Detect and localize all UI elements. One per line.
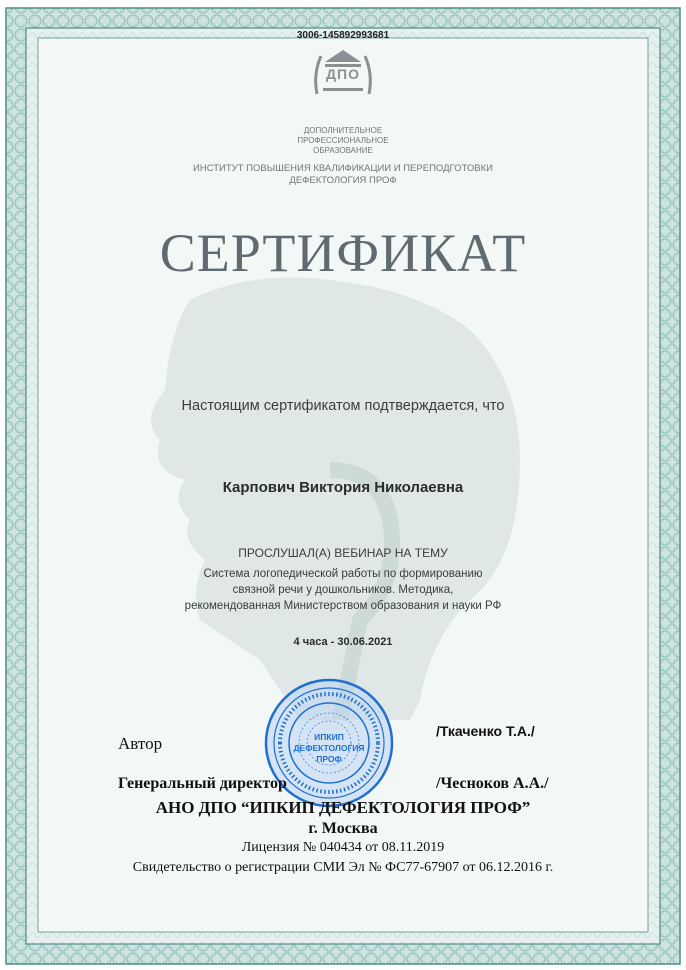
topic-line-2: связной речи у дошкольников. Методика, <box>232 584 454 596</box>
institute-line-5: ДЕФЕКТОЛОГИЯ ПРОФ <box>289 175 397 186</box>
institute-name <box>0 126 686 156</box>
institute-full-name <box>0 163 686 187</box>
director-name: /Чесноков А.А./ <box>436 775 549 792</box>
webinar-topic <box>0 566 686 614</box>
institute-line-4: ИНСТИТУТ ПОВЫШЕНИЯ КВАЛИФИКАЦИИ И ПЕРЕПОДГОТОВКИ <box>193 163 493 174</box>
media-registration: Свидетельство о регистрации СМИ Эл № ФС77-67907 от 06.12.2016 г. <box>132 860 554 875</box>
stamp-text: ИПКИП ДЕФЕКТОЛОГИЯ ПРОФ <box>293 732 365 764</box>
recipient-name: Карпович Виктория Николаевна <box>222 479 464 496</box>
certificate-title: СЕРТИФИКАТ <box>159 223 527 283</box>
director-label: Генеральный директор <box>118 775 287 792</box>
author-name: /Ткаченко Т.А./ <box>436 723 535 739</box>
hours-date: 4 часа - 30.06.2021 <box>293 636 393 648</box>
institute-line-2: ПРОФЕССИОНАЛЬНОЕ <box>297 136 389 145</box>
serial-number: 3006-145892993681 <box>296 30 390 41</box>
topic-line-3: рекомендованная Министерством образования и науки РФ <box>184 600 502 612</box>
topic-line-1: Система логопедической работы по формированию <box>203 568 483 580</box>
organization-name: АНО ДПО “ИПКИП ДЕФЕКТОЛОГИЯ ПРОФ” <box>155 798 531 817</box>
confirm-text: Настоящим сертификатом подтверждается, что <box>181 398 505 414</box>
institute-line-3: ОБРАЗОВАНИЕ <box>313 146 373 155</box>
license: Лицензия № 040434 от 08.11.2019 <box>241 840 445 855</box>
logo-letters: ДПО <box>326 66 360 82</box>
author-label: Автор <box>118 734 163 753</box>
institute-line-1: ДОПОЛНИТЕЛЬНОЕ <box>303 126 383 135</box>
webinar-heading: ПРОСЛУШАЛ(А) ВЕБИНАР НА ТЕМУ <box>238 546 448 560</box>
city: г. Москва <box>308 820 378 837</box>
